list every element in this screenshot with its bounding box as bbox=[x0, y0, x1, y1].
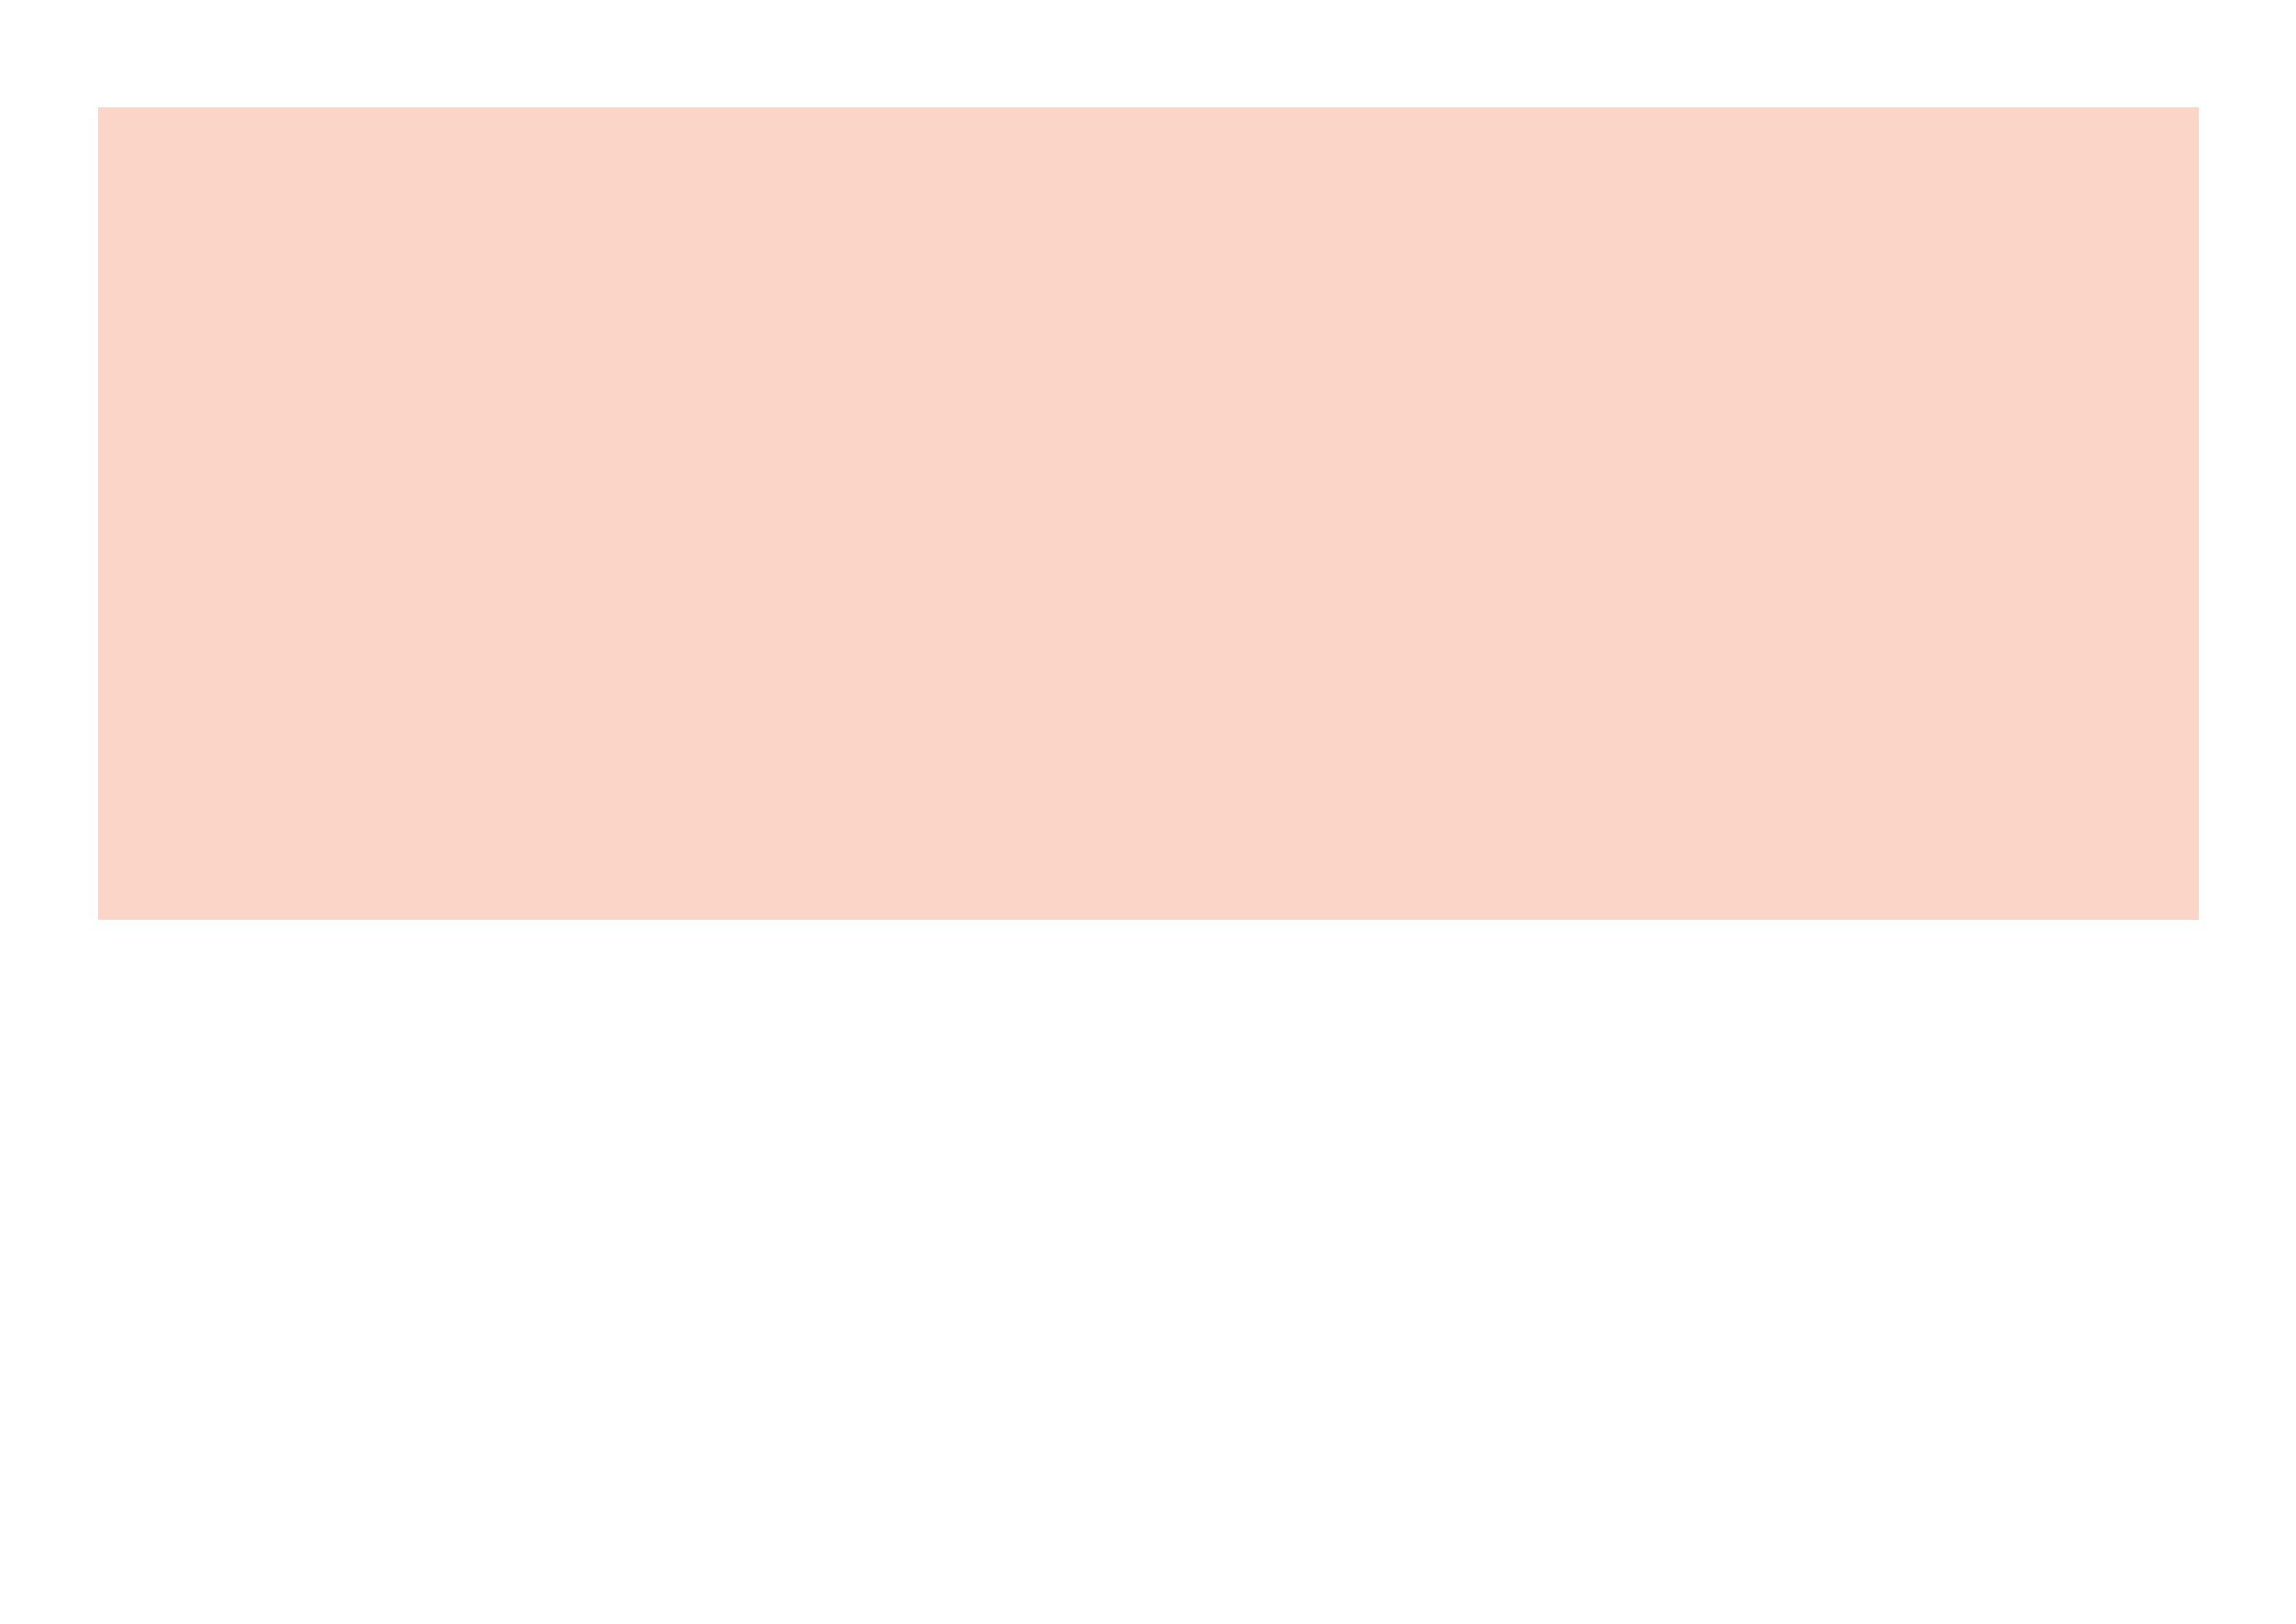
footer-row bbox=[98, 107, 2199, 135]
section-03-background bbox=[98, 107, 2199, 920]
footer-label bbox=[268, 107, 639, 135]
footer-total bbox=[2038, 107, 2195, 135]
